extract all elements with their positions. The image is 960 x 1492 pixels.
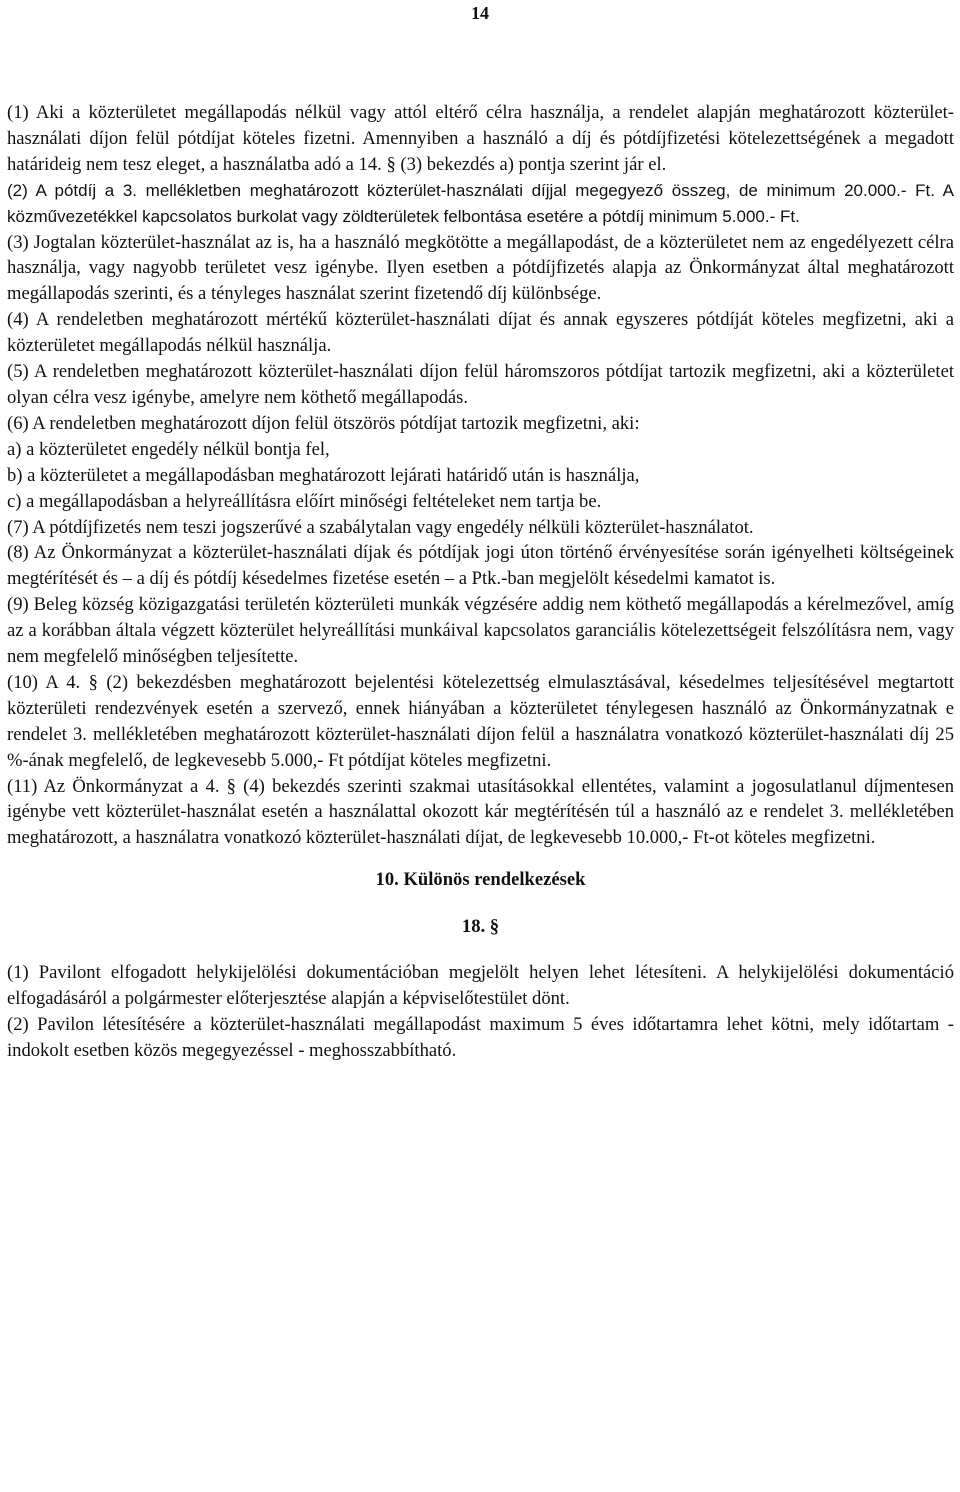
paragraph-6: (6) A rendeletben meghatározott díjon felül ötszörös pótdíjat tartozik megfizetni, aki:: [7, 412, 640, 434]
paragraph-7: (7) A pótdíjfizetés nem teszi jogszerűvé a szabálytalan vagy engedély nélküli közterület-használatot.: [7, 516, 754, 538]
list-item-a: a) a közterületet engedély nélkül bontja fel,: [7, 438, 330, 460]
paragraph-8: (8) Az Önkormányzat a közterület-használati díjak és pótdíjak jogi úton történő érvényesítése során igényelheti költségeinek megtérítését és – a díj és pótdíj késedelmes fizetése esetén – a Ptk.-ban megjelölt késedelmi kamatot is.: [7, 542, 954, 590]
section-heading: 10. Különös rendelkezések: [375, 869, 586, 891]
paragraph-heading: 18. §: [461, 916, 500, 938]
pavilion-paragraph-2: (2) Pavilon létesítésére a közterület-használati megállapodást maximum 5 éves időtartamra lehet kötni, mely időtartam - indokolt esetben közös megegyezéssel - meghosszabbítható.: [7, 1013, 954, 1061]
list-item-b: b) a közterületet a megállapodásban meghatározott lejárati határidő után is használja,: [7, 464, 640, 486]
paragraph-4: (4) A rendeletben meghatározott mértékű közterület-használati díjat és annak egyszeres pótdíját köteles megfizetni, aki a közterületet megállapodás nélkül használja.: [7, 309, 954, 357]
paragraph-9: (9) Beleg község közigazgatási területén közterületi munkák végzésére addig nem köthető megállapodás a kérelmezővel, amíg az a korábban általa végzett közterület helyreállítási munkáival kapcsolatos garanciális kötelezettségeit felszólításra nem, vagy nem megfelelő minőségben teljesítette.: [7, 594, 954, 668]
paragraph-2: (2) A pótdíj a 3. mellékletben meghatározott közterület-használati díjjal megegyező összeg, de minimum 20.000.- Ft. A közművezetékkel kapcsolatos burkolat vagy zöldterületek felbontása esetére a pótdíj minimum 5.000.- Ft.: [7, 180, 954, 226]
paragraph-11: (11) Az Önkormányzat a 4. § (4) bekezdés szerinti szakmai utasításokkal ellentétes, valamint a jogosulatlanul díjmentesen igénybe vett közterület-használat esetén a használattal okozott kár megtérítésén túl a használó az e rendelet 3. mellékletében meghatározott, a használatra vonatkozó közterület-használati díjat, de legkevesebb 10.000,- Ft-ot köteles megfizetni.: [7, 775, 954, 849]
paragraph-10: (10) A 4. § (2) bekezdésben meghatározott bejelentési kötelezettség elmulasztásával, késedelmes teljesítésével megtartott közterületi rendezvények esetén a szervező, ennek hiányában a közterületet ténylegesen használó az Önkormányzatnak e rendelet 3. mellékletében meghatározott közterület-használati díjon felül a használatra vonatkozó közterület-használati díj 25 %-ának megfelelő, de legkevesebb 5.000,- Ft pótdíjat köteles megfizetni.: [7, 671, 954, 771]
page-number: 14: [471, 3, 489, 23]
pavilion-paragraph-1: (1) Pavilont elfogadott helykijelölési dokumentációban megjelölt helyen lehet létesíteni. A helykijelölési dokumentáció elfogadásáról a polgármester előterjesztése alapján a képviselőtestület dönt.: [7, 962, 954, 1009]
paragraph-3: (3) Jogtalan közterület-használat az is, ha a használó megkötötte a megállapodást, de a közterületet nem az engedélyezett célra használja, vagy nagyobb területet vesz igénybe. Ilyen esetben a pótdíjfizetés alapja az Önkormányzat által meghatározott megállapodás szerinti, és a tényleges használat szerint fizetendő díj különbsége.: [7, 231, 954, 305]
paragraph-5: (5) A rendeletben meghatározott közterület-használati díjon felül háromszoros pótdíjat tartozik megfizetni, aki a közterületet olyan célra vesz igénybe, amelyre nem köthető megállapodás.: [7, 361, 954, 408]
body-text: [7, 100, 954, 1064]
paragraph-1: (1) Aki a közterületet megállapodás nélkül vagy attól eltérő célra használja, a rendelet alapján meghatározott közterület-használati díjon felül pótdíjat köteles fizetni. Amennyiben a használó a díj és pótdíjfizetési kötelezettségének a megadott határideig nem tesz eleget, a használatba adó a 14. § (3) bekezdés a) pontja szerint jár el.: [7, 102, 954, 175]
list-item-c: c) a megállapodásban a helyreállításra előírt minőségi feltételeket nem tartja be.: [7, 490, 602, 512]
